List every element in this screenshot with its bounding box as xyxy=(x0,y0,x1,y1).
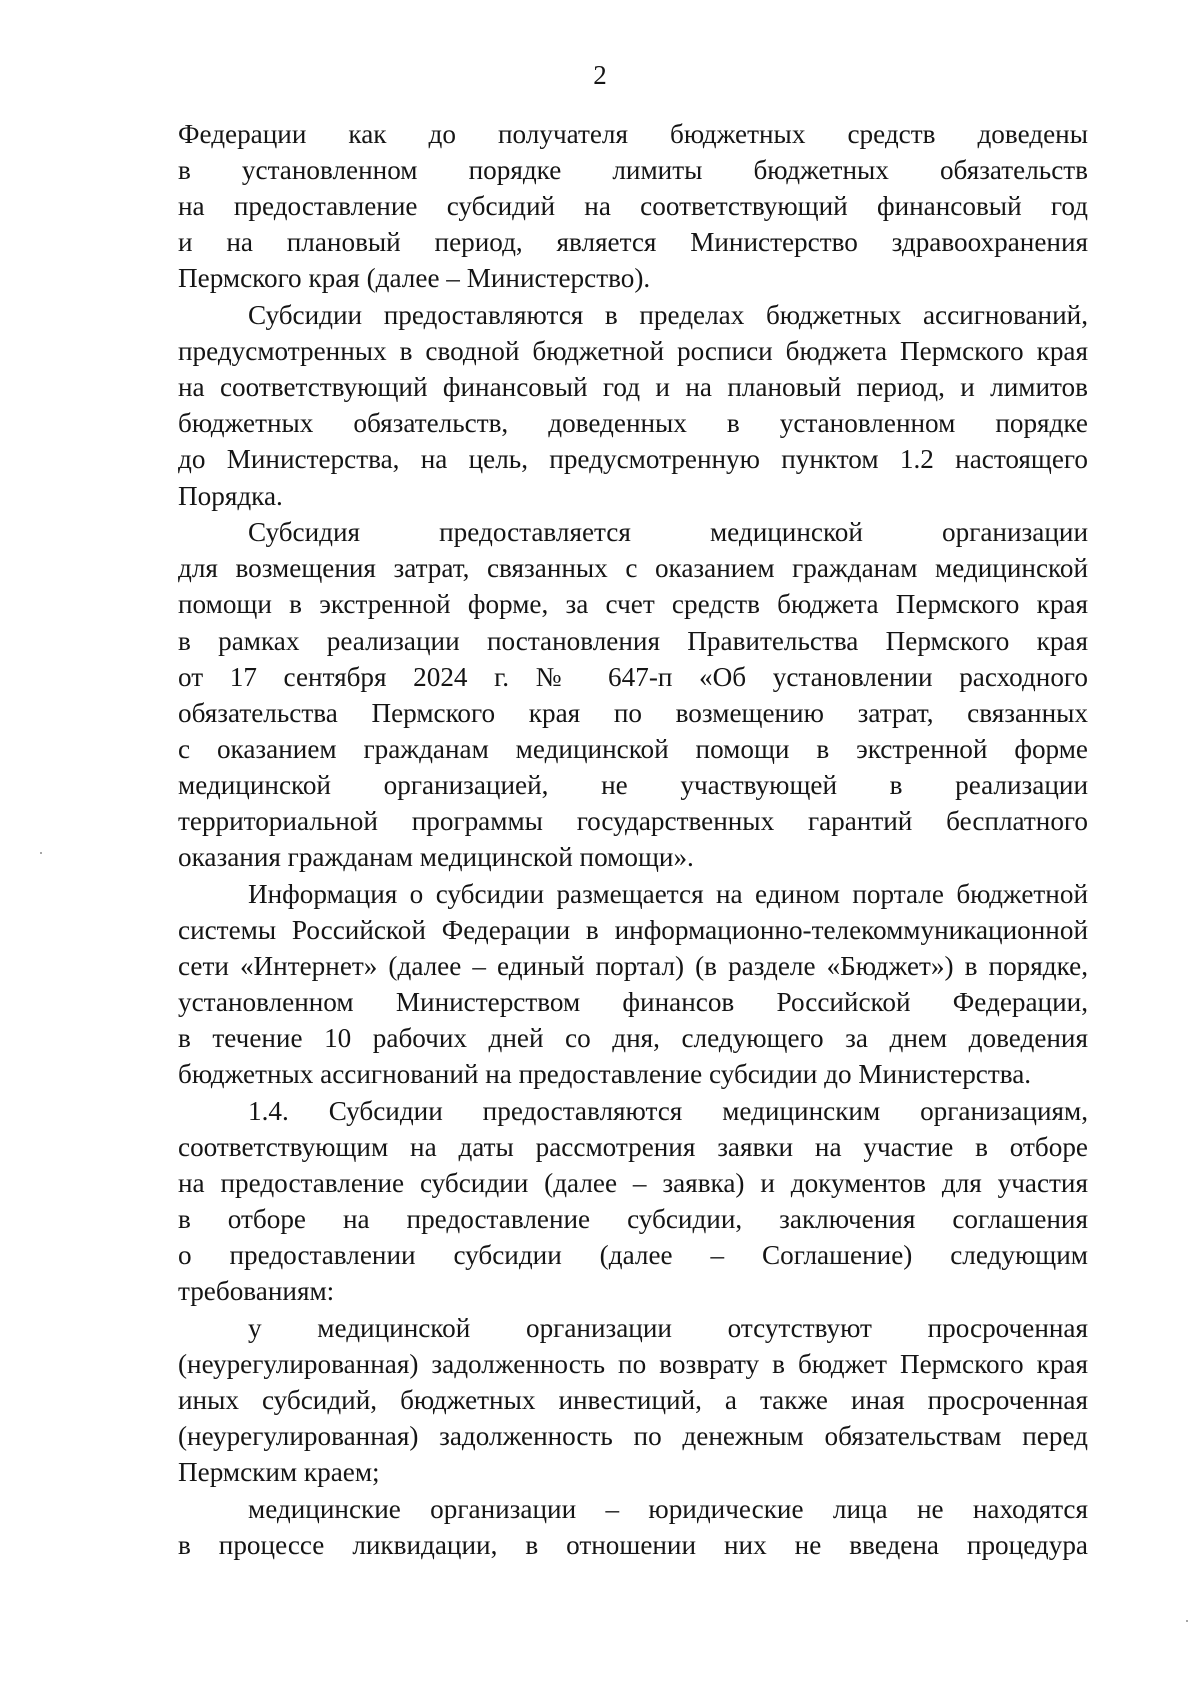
text-line: на предоставление субсидий на соответствующий финансовый год xyxy=(178,191,1088,222)
text-line: бюджетных ассигнований на предоставление субсидии до Министерства. xyxy=(178,1059,1032,1090)
text-line: и на плановый период, является Министерство здравоохранения xyxy=(178,227,1088,258)
page-number: 2 xyxy=(593,60,607,90)
text-line: в процессе ликвидации, в отношении них не введена процедура xyxy=(178,1530,1088,1561)
text-line: иных субсидий, бюджетных инвестиций, а также иная просроченная xyxy=(178,1385,1088,1416)
text-line: о предоставлении субсидии (далее – Соглашение) следующим xyxy=(178,1240,1088,1271)
text-line: Пермского края (далее – Министерство). xyxy=(178,263,651,294)
text-line: от 17 сентября 2024 г. № 647-п «Об установлении расходного xyxy=(178,661,1088,692)
text-line: медицинской организацией, не участвующей в реализации xyxy=(178,769,1088,800)
paragraph xyxy=(178,297,1088,514)
text-line: на соответствующий финансовый год и на плановый период, и лимитов xyxy=(178,372,1088,403)
text-line: у медицинской организации отсутствуют просроченная xyxy=(248,1313,1088,1344)
paragraph xyxy=(178,876,1088,1093)
text-line: Федерации как до получателя бюджетных средств доведены xyxy=(178,119,1088,149)
text-line: обязательства Пермского края по возмещению затрат, связанных xyxy=(178,697,1088,728)
text-line: медицинские организации – юридические лица не находятся xyxy=(248,1494,1088,1525)
text-line: на предоставление субсидии (далее – заявка) и документов для участия xyxy=(178,1168,1088,1199)
text-line: в рамках реализации постановления Правительства Пермского края xyxy=(178,625,1088,656)
text-line: Субсидия предоставляется медицинской организации xyxy=(248,517,1088,548)
text-line: до Министерства, на цель, предусмотренную пунктом 1.2 настоящего xyxy=(178,444,1088,475)
text-line: для возмещения затрат, связанных с оказанием гражданам медицинской xyxy=(178,553,1088,584)
text-line: в установленном порядке лимиты бюджетных обязательств xyxy=(178,155,1088,186)
text-line: Субсидии предоставляются в пределах бюджетных ассигнований, xyxy=(248,300,1088,331)
paragraph xyxy=(178,514,1088,875)
text-line: с оказанием гражданам медицинской помощи в экстренной форме xyxy=(178,733,1088,764)
text-line: оказания гражданам медицинской помощи». xyxy=(178,842,694,873)
text-line: системы Российской Федерации в информационно-телекоммуникационной xyxy=(178,914,1088,945)
text-line: требованиям: xyxy=(178,1276,335,1307)
paragraph xyxy=(178,1491,1088,1563)
paragraph xyxy=(178,1093,1088,1310)
text-line: установленном Министерством финансов Российской Федерации, xyxy=(178,987,1088,1018)
text-line: предусмотренных в сводной бюджетной росписи бюджета Пермского края xyxy=(178,336,1088,367)
text-line: Порядка. xyxy=(178,480,283,511)
text-line: (неурегулированная) задолженность по денежным обязательствам перед xyxy=(178,1421,1088,1452)
text-line: Информация о субсидии размещается на едином портале бюджетной xyxy=(248,878,1088,909)
paragraph xyxy=(178,1310,1088,1490)
text-line: в течение 10 рабочих дней со дня, следующего за днем доведения xyxy=(178,1023,1088,1054)
text-line: помощи в экстренной форме, за счет средств бюджета Пермского края xyxy=(178,589,1088,620)
text-line: бюджетных обязательств, доведенных в установленном порядке xyxy=(178,408,1088,439)
scan-speck xyxy=(1186,1620,1188,1622)
text-line: Пермским краем; xyxy=(178,1457,380,1488)
scan-speck xyxy=(40,852,42,854)
document-body xyxy=(178,116,1088,1564)
paragraph xyxy=(178,116,1088,296)
text-line: в отборе на предоставление субсидии, заключения соглашения xyxy=(178,1204,1088,1235)
text-line: 1.4. Субсидии предоставляются медицинским организациям, xyxy=(248,1095,1088,1126)
text-line: соответствующим на даты рассмотрения заявки на участие в отборе xyxy=(178,1132,1088,1162)
text-line: сети «Интернет» (далее – единый портал) (в разделе «Бюджет») в порядке, xyxy=(178,950,1088,981)
text-line: (неурегулированная) задолженность по возврату в бюджет Пермского края xyxy=(178,1349,1088,1380)
text-line: территориальной программы государственных гарантий бесплатного xyxy=(178,805,1088,836)
